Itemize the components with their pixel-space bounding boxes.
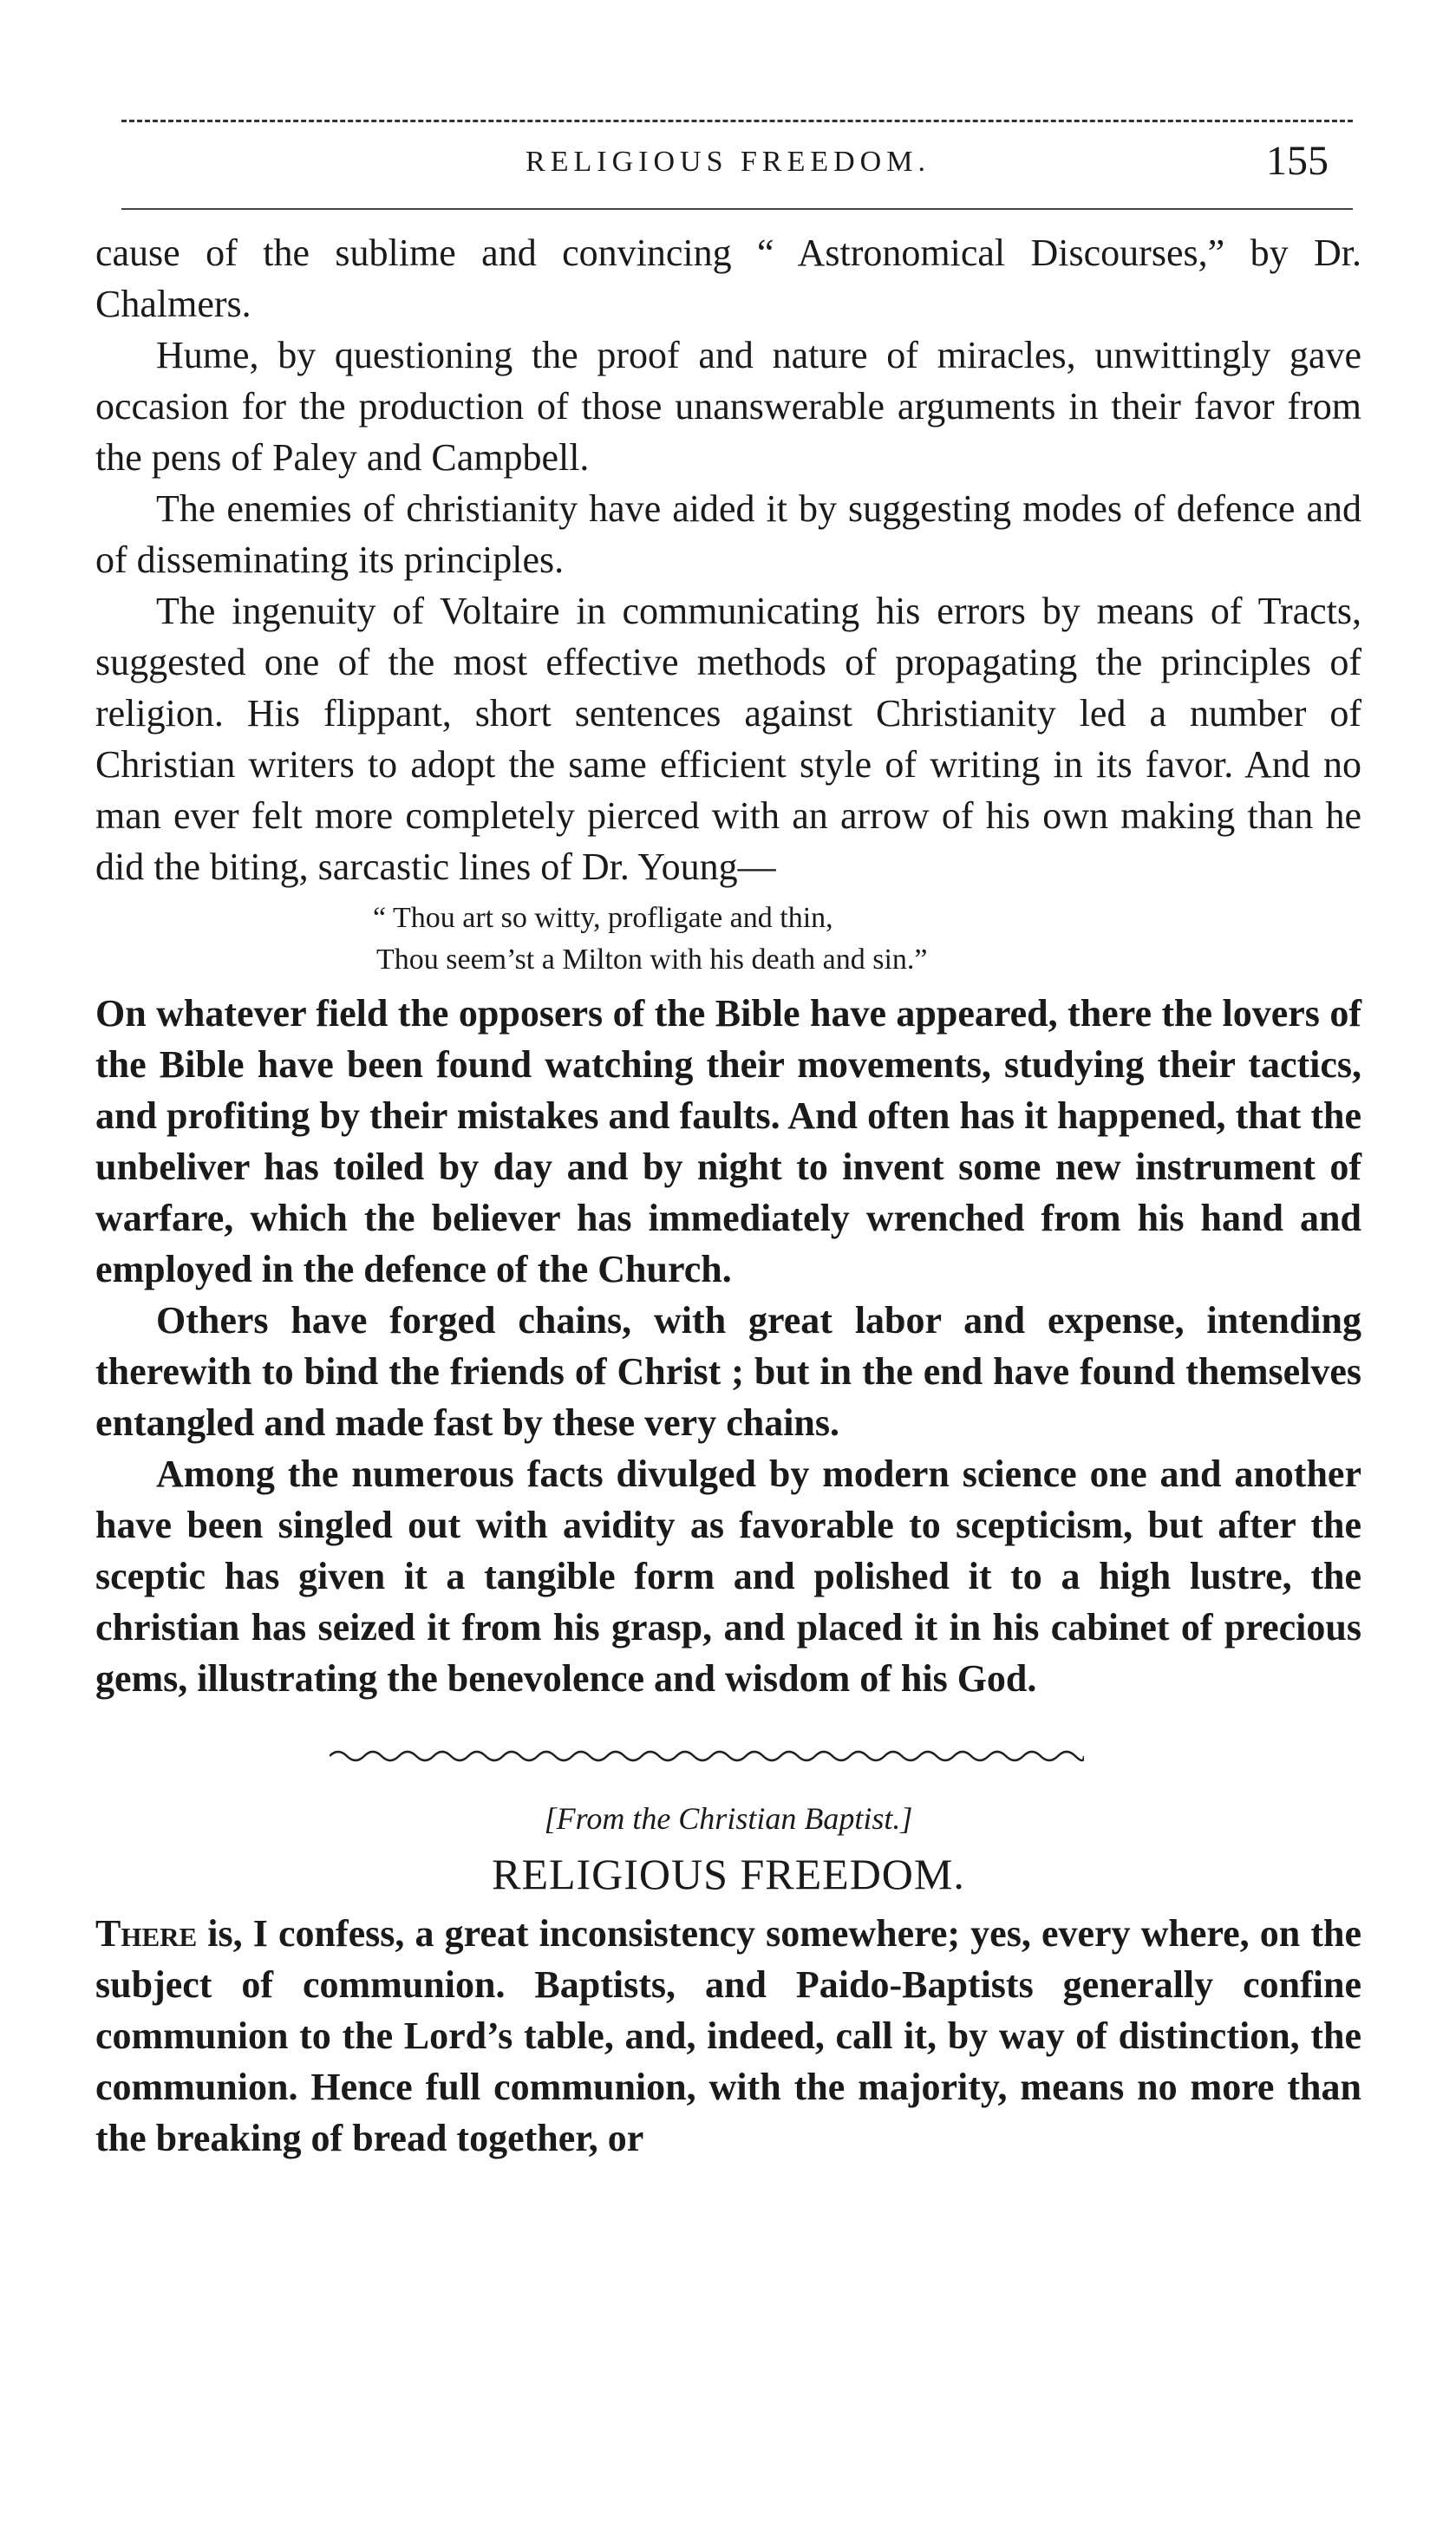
paragraph-continuation: cause of the sublime and convincing “ Astronomical Discourses,” by Dr. Chalmers.: [95, 232, 1361, 325]
header-rule-top: [121, 120, 1353, 122]
wavy-divider: [330, 1746, 1084, 1766]
verse-line-2: Thou seem’st a Milton with his death and sin.”: [376, 944, 928, 976]
page-number: 155: [1266, 138, 1329, 184]
article-opening-paragraph: [95, 1908, 1361, 2164]
page-body: [95, 227, 1361, 2164]
running-head: RELIGIOUS FREEDOM.: [526, 146, 930, 178]
article-title: RELIGIOUS FREEDOM.: [492, 1850, 965, 1898]
paragraph-opposers: On whatever field the opposers of the Bible have appeared, there the lovers of the Bible have been found watching their movements, studying their tactics, and profiting by their mistakes and faults. And often has it happened, that the unbeliver has toiled by day and by night to invent some new instrument of warfare, which the believer has immediately wrenched from his hand and employed in the defence of the Church.: [95, 992, 1361, 1290]
paragraph-enemies: The enemies of christianity have aided it by suggesting modes of defence and of disseminating its principles.: [95, 487, 1361, 581]
verse-quotation: [373, 898, 1361, 981]
paragraph-chains: Others have forged chains, with great labor and expense, intending therewith to bind the friends of Christ ; but in the end have found themselves entangled and made fast by these very chains.: [95, 1299, 1361, 1444]
opening-word: There: [95, 1912, 198, 1955]
article-source: [From the Christian Baptist.]: [544, 1801, 913, 1836]
opening-text: is, I confess, a great inconsistency somewhere; yes, every where, on the subject of communion. Baptists, and Paido-Baptists generally confine communion to the Lord’s table, and, indeed, call it, by way of distinction, the communion. Hence full communion, with the majority, means no more than the breaking of bread together, or: [95, 1912, 1361, 2159]
header-rule-bottom: [121, 208, 1353, 210]
paragraph-hume: Hume, by questioning the proof and nature of miracles, unwittingly gave occasion for the production of those unanswerable arguments in their favor from the pens of Paley and Campbell.: [95, 334, 1361, 479]
verse-line-1: “ Thou art so witty, profligate and thin,: [373, 902, 833, 934]
paragraph-science: Among the numerous facts divulged by modern science one and another have been singled out with avidity as favorable to scepticism, but after the sceptic has given it a tangible form and polished it to a high lustre, the christian has seized it from his grasp, and placed it in his cabinet of precious gems, illustrating the benevolence and wisdom of his God.: [95, 1453, 1361, 1700]
paragraph-voltaire: The ingenuity of Voltaire in communicating his errors by means of Tracts, suggested one of the most effective methods of propagating the principles of religion. His flippant, short sentences against Christianity led a number of Christian writers to adopt the same efficient style of writing in its favor. And no man ever felt more completely pierced with an arrow of his own making than he did the biting, sarcastic lines of Dr. Young—: [95, 590, 1361, 888]
